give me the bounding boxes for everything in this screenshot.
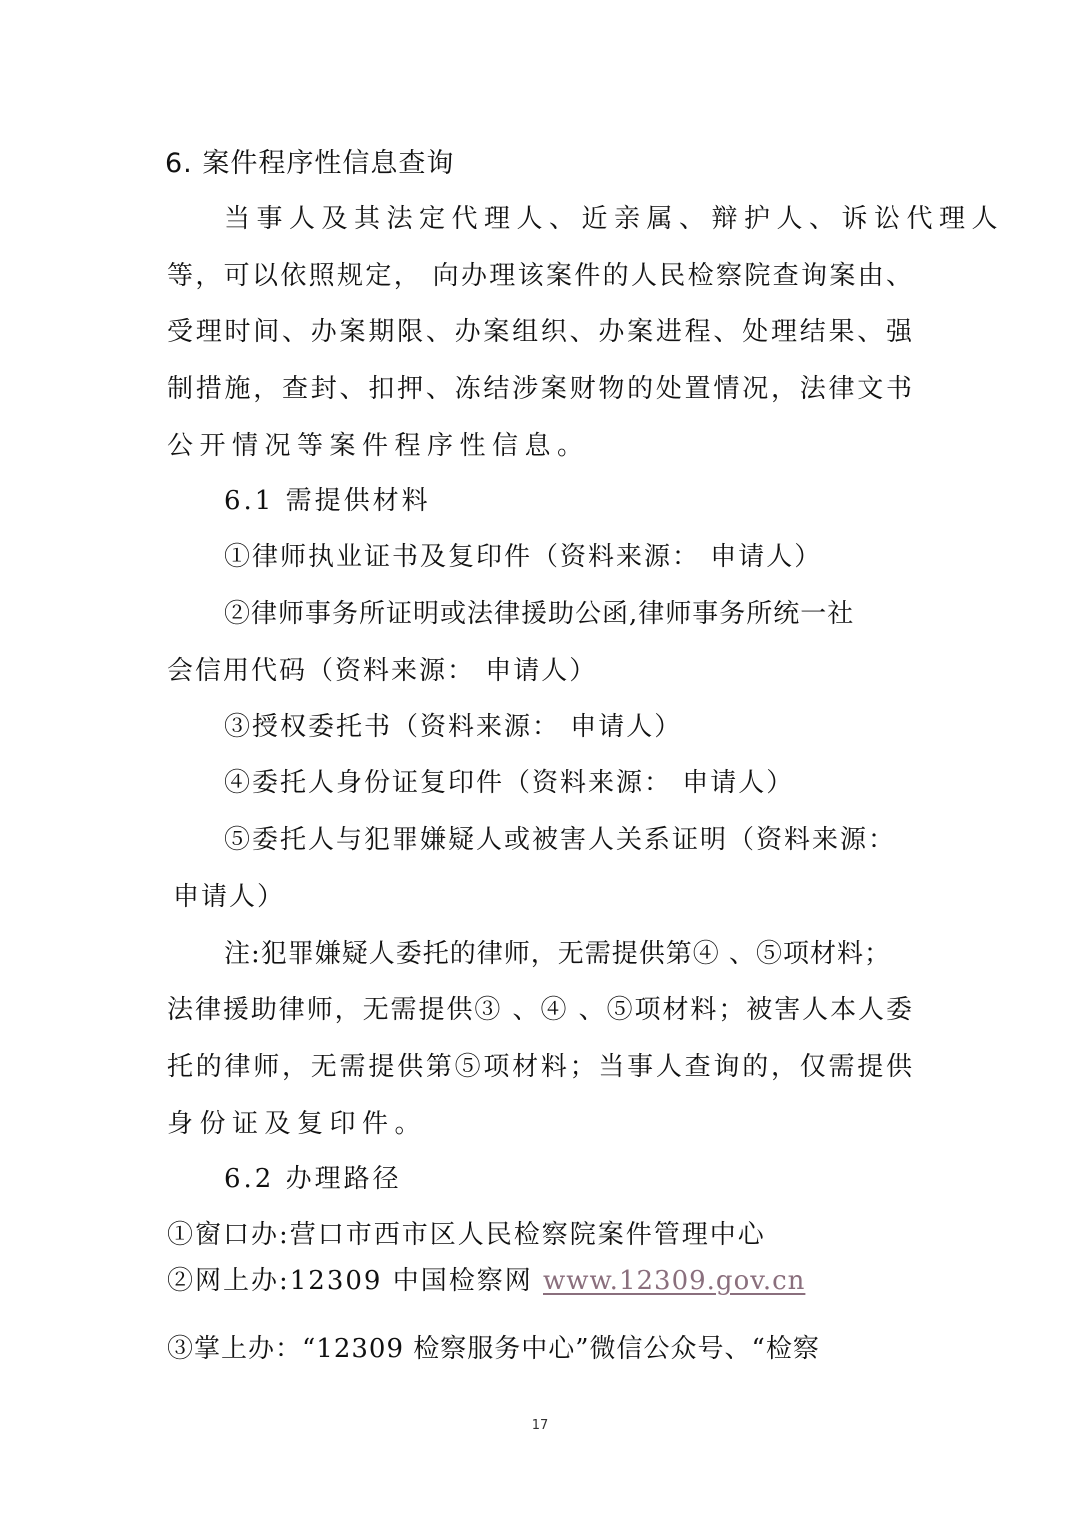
intro-line-4: 制措施，查封、扣押、冻结涉案财物的处置情况，法律文书 — [167, 374, 912, 404]
intro-line-3: 受理时间、办案期限、办案组织、办案进程、处理结果、强 — [167, 317, 912, 347]
route-online-label: ②网上办:12309 中国检察网 — [167, 1266, 543, 1296]
material-item-4: ④委托人身份证复印件（资料来源： 申请人） — [224, 768, 795, 798]
website-link[interactable]: www.12309.gov.cn — [543, 1266, 806, 1296]
materials-note-line-4: 身份证及复印件。 — [167, 1109, 428, 1139]
material-item-2: ②律师事务所证明或法律援助公函,律师事务所统一社 — [224, 599, 855, 629]
material-item-3: ③授权委托书（资料来源： 申请人） — [224, 712, 683, 742]
page-number: 17 — [531, 1418, 549, 1433]
route-window: ①窗口办:营口市西市区人民检察院案件管理中心 — [167, 1220, 766, 1250]
route-mobile: ③掌上办：“12309 检察服务中心”微信公众号、“检察 — [167, 1334, 820, 1364]
material-item-5: ⑤委托人与犯罪嫌疑人或被害人关系证明（资料来源： — [224, 825, 897, 855]
materials-title: 6.1 需提供材料 — [224, 486, 431, 516]
materials-note-line-1: 注:犯罪嫌疑人委托的律师，无需提供第④ 、⑤项材料； — [224, 939, 892, 969]
materials-note-line-2: 法律援助律师，无需提供③ 、④ 、⑤项材料；被害人本人委 — [167, 995, 912, 1025]
section-title: 6. 案件程序性信息查询 — [165, 148, 455, 179]
material-item-5-continued: 申请人） — [173, 882, 286, 912]
intro-line-5: 公开情况等案件程序性信息。 — [167, 431, 590, 461]
materials-note-line-3: 托的律师，无需提供第⑤项材料；当事人查询的，仅需提供 — [167, 1052, 912, 1082]
route-online — [167, 1263, 927, 1299]
route-title: 6.2 办理路径 — [224, 1164, 402, 1194]
material-item-1: ①律师执业证书及复印件（资料来源： 申请人） — [224, 542, 823, 572]
intro-line-1: 当事人及其法定代理人、近亲属、辩护人、诉讼代理人 — [224, 204, 1005, 234]
intro-line-2: 等，可以依照规定， 向办理该案件的人民检察院查询案由、 — [167, 261, 912, 291]
material-item-2-continued: 会信用代码（资料来源： 申请人） — [167, 656, 598, 686]
